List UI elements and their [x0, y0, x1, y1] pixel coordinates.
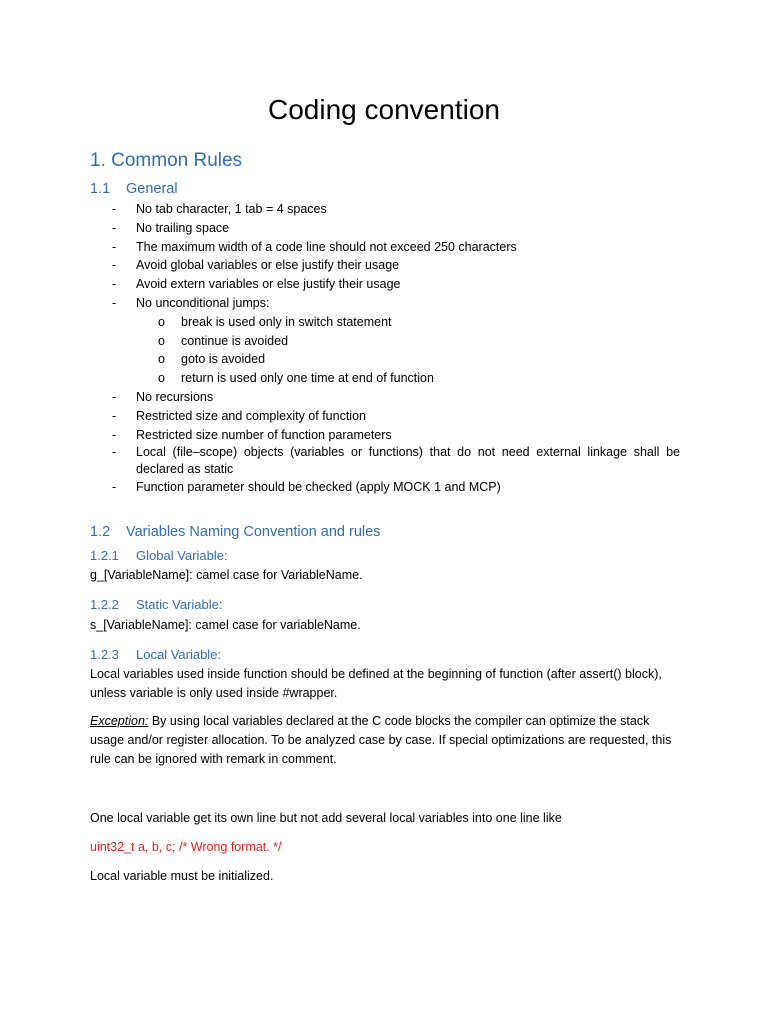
dash-bullet: - [112, 258, 117, 273]
list-item-text: No recursions [136, 389, 214, 404]
page-title: Coding convention [268, 94, 500, 125]
list-item [90, 294, 680, 388]
static-variable-text: s_[VariableName]: camel case for variableName. [90, 618, 361, 632]
local-variable-text: Local variables used inside function should be defined at the beginning of function (after assert() block), unless variable is only used inside #wrapper. [90, 667, 662, 700]
list-item-text: Avoid global variables or else justify their usage [136, 258, 400, 273]
circle-bullet: o [158, 352, 165, 367]
heading-text: Global Variable: [136, 548, 228, 563]
heading-local-variable [90, 647, 221, 662]
global-variable-text: g_[VariableName]: camel case for VariableName. [90, 568, 363, 582]
list-item-text: No tab character, 1 tab = 4 spaces [136, 202, 327, 216]
list-item [90, 388, 680, 407]
heading-global-variable [90, 548, 228, 563]
list-item-text: Local (file–scope) objects (variables or functions) that do not need external linkage shall be declared as static [136, 445, 680, 477]
sublist-item-text: goto is avoided [181, 352, 266, 367]
sublist-item [136, 332, 680, 351]
dash-bullet: - [112, 427, 117, 442]
sublist-item-text: return is used only one time at end of function [181, 371, 434, 386]
list-item [90, 275, 680, 294]
exception-text: By using local variables declared at the C code blocks the compiler can optimize the stack usage and/or register allocation. To be analyzed case by case. If special optimizations are requested, this rule can be ignored with remark in comment. [90, 714, 672, 766]
list-item [90, 478, 680, 497]
list-item-text: No trailing space [136, 220, 230, 235]
general-rules-list [90, 200, 680, 497]
heading-variables-naming [90, 524, 380, 540]
exception-paragraph [90, 712, 680, 769]
heading-text: Local Variable: [136, 647, 222, 662]
dash-bullet: - [112, 408, 117, 423]
sublist-item [136, 313, 680, 332]
exception-label: Exception: [90, 714, 149, 728]
dash-bullet: - [112, 277, 117, 292]
initialized-text: Local variable must be initialized. [90, 869, 274, 883]
wrong-format-example: uint32_t a, b, c; /* Wrong format. */ [90, 840, 282, 854]
jumps-sublist [136, 313, 680, 388]
list-item-text: Restricted size and complexity of function [136, 408, 366, 423]
list-item [90, 426, 680, 445]
dash-bullet: - [112, 239, 117, 254]
dash-bullet: - [112, 389, 117, 404]
heading-number: 1.2 [90, 524, 111, 540]
dash-bullet: - [112, 220, 117, 235]
dash-bullet: - [112, 480, 117, 495]
sublist-item [136, 350, 680, 369]
circle-bullet: o [158, 371, 165, 386]
list-item-text: Avoid extern variables or else justify their usage [136, 277, 401, 292]
sublist-item [136, 369, 680, 388]
circle-bullet: o [158, 333, 165, 348]
list-item-text: No unconditional jumps: [136, 295, 270, 310]
heading-common-rules: 1. Common Rules [90, 150, 243, 171]
heading-number: 1.1 [90, 181, 111, 197]
heading-text: Static Variable: [136, 597, 223, 612]
one-per-line-text: One local variable get its own line but not add several local variables into one line like [90, 811, 562, 825]
sublist-item-text: continue is avoided [181, 333, 289, 348]
dash-bullet: - [112, 445, 117, 460]
list-item [90, 407, 680, 426]
list-item-text: The maximum width of a code line should not exceed 250 characters [136, 239, 517, 254]
heading-text: Variables Naming Convention and rules [126, 524, 381, 540]
list-item [90, 256, 680, 275]
dash-bullet: - [112, 295, 117, 310]
heading-number: 1.2.3 [90, 647, 119, 662]
sublist-item-text: break is used only in switch statement [181, 314, 392, 329]
dash-bullet: - [112, 202, 117, 216]
heading-text: General [126, 181, 178, 197]
circle-bullet: o [158, 314, 165, 329]
list-item [90, 238, 680, 257]
list-item-text: Restricted size number of function parameters [136, 427, 392, 442]
heading-number: 1.2.1 [90, 548, 119, 563]
list-item [90, 444, 680, 478]
heading-general [90, 181, 178, 197]
heading-static-variable [90, 597, 222, 612]
heading-number: 1.2.2 [90, 597, 119, 612]
list-item [90, 200, 680, 219]
list-item [90, 219, 680, 238]
list-item-text: Function parameter should be checked (apply MOCK 1 and MCP) [136, 480, 501, 495]
